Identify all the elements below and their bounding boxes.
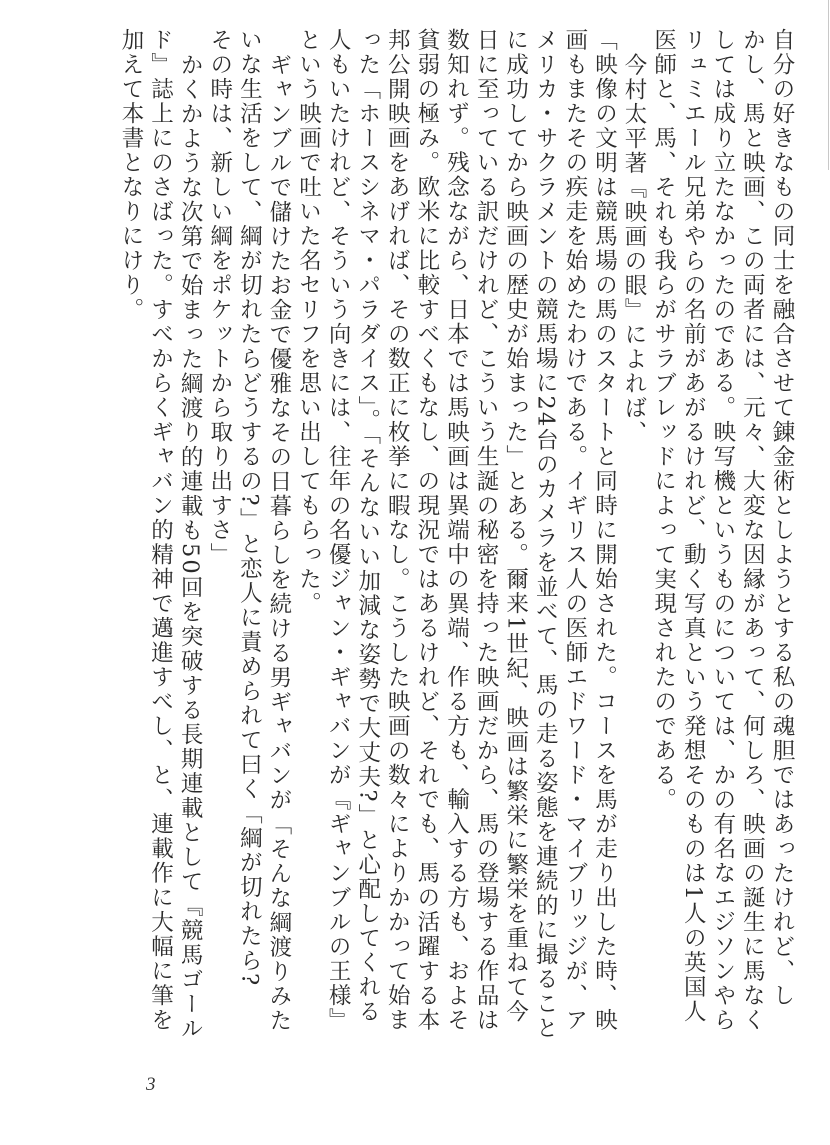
text-line: という映画で吐いた名セリフを思い出してもらった。 xyxy=(295,28,322,616)
text-line: しては成り立たなかったのである。映写機というものについては、かの有名なエジソンやら xyxy=(709,28,736,1033)
text-line: 日に至っている訳だけれど、こういう生誕の秘密を持った映画だから、馬の登場する作品は xyxy=(473,28,500,1033)
text-line: 今村太平著『映画の眼』によれば、 xyxy=(621,52,648,445)
text-line: メリカ・サクラメントの競馬場に24台のカメラを並べて、馬の走る姿態を連続的に撮ること xyxy=(532,28,559,1041)
page-edge-line xyxy=(828,0,829,170)
text-line: 「映像の文明は競馬場の馬のスタートと同時に開始された。コースを馬が走り出した時、映 xyxy=(591,28,618,1033)
text-line: 自分の好きなもの同士を融合させて錬金術としようとする私の魂胆ではあったけれど、し xyxy=(769,28,795,1008)
text-line: かくかような次第で始まった綱渡り的連載も50回を突破する長期連載として『競馬ゴール xyxy=(177,52,204,1041)
text-line: ギャンブルで儲けたお金で優雅なその日暮らしを続ける男ギャバンが「そんな綱渡りみた xyxy=(265,52,292,1033)
text-line: リュミエール兄弟やらの名前があがるけれど、動く写真という発想そのものは1人の英国人 xyxy=(680,28,707,1025)
vertical-text-body xyxy=(115,28,796,1041)
text-line: 邦公開映画をあげれば、その数正に枚挙に暇なし。こうした映画の数々によりかかって始ま xyxy=(384,28,411,1033)
text-line: に成功してから映画の歴史が始まった」とある。爾来1世紀、映画は繁栄に繁栄を重ねて今 xyxy=(502,28,529,1025)
text-line: ド』誌上にのさばった。すべからくギャバン的精神で邁進すべし、と、連載作に大幅に筆を xyxy=(147,28,174,1033)
text-line: いな生活をして、綱が切れたらどうするの?」と恋人に責められて曰く「綱が切れたら? xyxy=(236,28,263,988)
text-line: 人もいたけれど、そういう向きには、往年の名優ジャン・ギャバンが『ギャンブルの王様』 xyxy=(325,28,352,1033)
text-line: った「ホースシネマ・パラダイス」。「そんないい加減な姿勢で大丈夫?」と心配してくれる xyxy=(354,28,381,1025)
text-line: 加えて本書となりにけり。 xyxy=(117,28,144,322)
text-line: かし、馬と映画、この両者には、元々、大変な因縁があって、何しろ、映画の誕生に馬なく xyxy=(739,28,766,1033)
text-line: 数知れず。残念ながら、日本では馬映画は異端中の異端、作る方も、輸入する方も、およそ xyxy=(443,28,470,1033)
text-line: 貧弱の極み。欧米に比較すべくもなし、の現況ではあるけれど、それでも、馬の活躍する本 xyxy=(413,28,440,1033)
text-line: その時は、新しい綱をポケットから取り出すさ」 xyxy=(206,28,233,567)
text-line: 医師と、馬、それも我らがサラブレッドによって実現されたのである。 xyxy=(650,28,677,812)
text-line: 画もまたその疾走を始めたわけである。イギリス人の医師エドワード・マイブリッジが、ア xyxy=(561,28,588,1033)
page-number: 3 xyxy=(146,1074,156,1095)
